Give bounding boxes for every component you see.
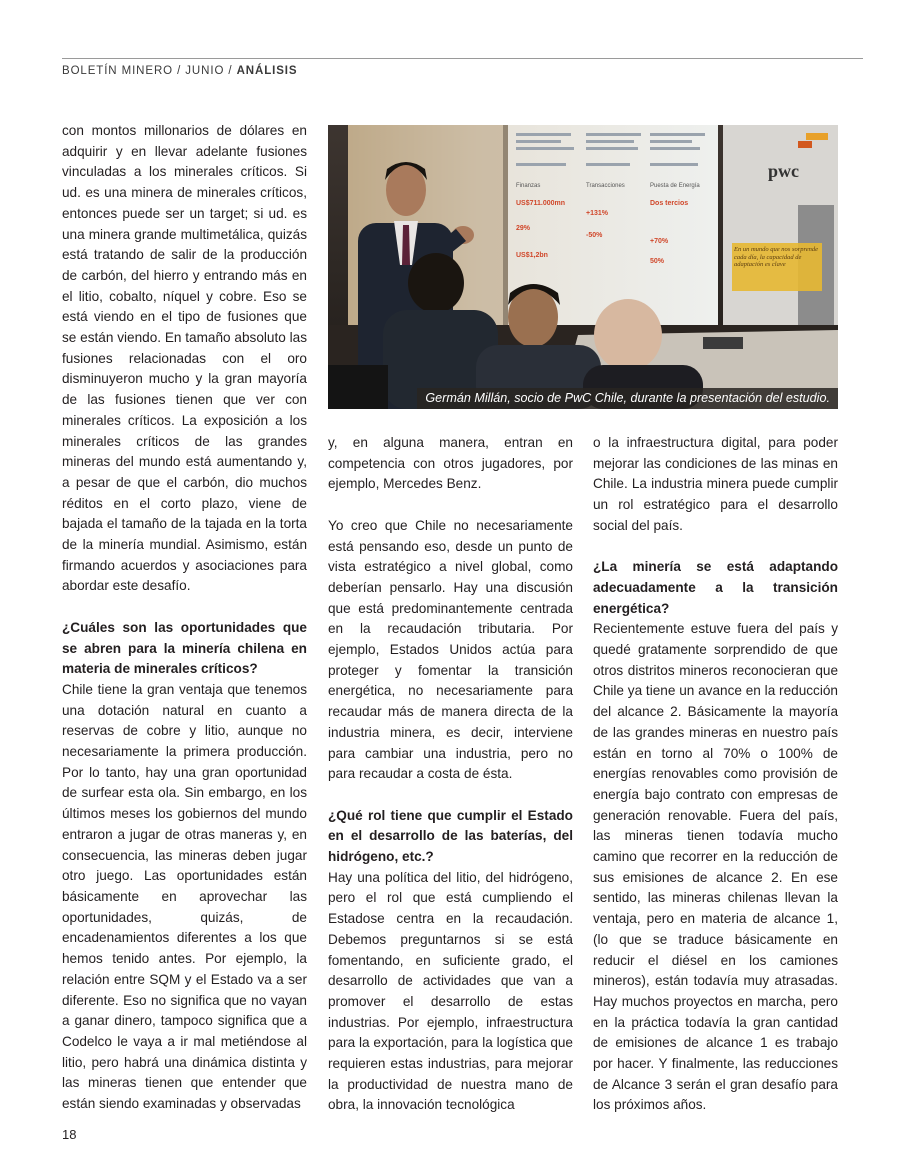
col2-paragraph-3: Hay una política del litio, del hidrógeno, pero el rol que está cumpliendo el Estadose centra en la recaudación. Debemos preguntarnos si se está fomentando, en suficiente grado, el desarrollo de actividades que van a promover el desarrollo de estas industrias. Por ejemplo, infraestructura para la exportación, para la logística que requieren estas industrias, para mejorar la productividad de nuestra mano de obra, la innovación tecnológica	[328, 869, 573, 1113]
slide-number: +70%	[650, 238, 669, 245]
col2-paragraph-1: y, en alguna manera, entran en competencia con otros jugadores, por ejemplo, Mercedes Benz.	[328, 435, 573, 492]
slide-number: US$1,2bn	[516, 252, 548, 259]
col2-question-1: ¿Qué rol tiene que cumplir el Estado en el desarrollo de las baterías, del hidrógeno, etc.?	[328, 807, 573, 865]
breadcrumb-path: BOLETÍN MINERO / JUNIO /	[62, 65, 237, 77]
slide-number: 29%	[516, 225, 531, 232]
pwc-logo-mark	[798, 141, 812, 148]
column-2	[328, 433, 573, 1116]
slide-number: 50%	[650, 258, 665, 265]
slide-number: +131%	[586, 210, 608, 217]
slide-number: US$711.000mn	[516, 200, 566, 207]
col3-question-1: ¿La minería se está adaptando adecuadamente a la transición energética?	[593, 559, 838, 616]
pwc-logo-text: pwc	[768, 161, 799, 181]
screen-divider	[503, 125, 508, 325]
column-1	[62, 121, 307, 1115]
photo-caption: Germán Millán, socio de PwC Chile, durante la presentación del estudio.	[417, 388, 838, 409]
slide-number: -50%	[586, 232, 603, 239]
presentation-photo	[328, 125, 838, 409]
col1-paragraph-1: con montos millonarios de dólares en adquirir y en llevar adelante fusiones vinculadas a los minerales críticos. Si ud. es una minera de minerales críticos, entonces puede ser un target; si ud. es una minera grande multimetálica, quizás está tratando de salir de la producción de carbón, del hierro y entrando más en el litio, cobalto, níquel y cobre. Eso se está viendo en el tipo de fusiones que se están viendo. En tamaño absoluto las fusiones relacionadas con el oro disminuyeron mucho y la gran mayoría de las fusiones tienen que ver con minerales críticos. La exposición a los minerales críticos de las grandes mineras del mundo está aumentando y, a pesar de que el carbón, dio muchos réditos en el corto plazo, viene de bajada el tamaño de la tajada en la torta de la minería mundial. Asimismo, están firmando acuerdos y asociaciones para abordar este desafío.	[62, 123, 307, 594]
slide-label-finanzas: Finanzas	[516, 183, 541, 189]
banner-slogan-text: En un mundo que nos sorprende cada día, la capacidad de adaptación es clave	[734, 246, 819, 268]
col2-paragraph-2: Yo creo que Chile no necesariamente está pensando eso, desde un punto de vista estratégico a nivel global, como deberían pensarlo. Hay una discusión que está predominantemente centrada en la recaudación tributaria. Por ejemplo, Estados Unidos actúa para proteger y fomentar la transición energética, no necesariamente para recaudar más de manera directa de la industria minera, es decir, interviene para cambiar una industria, pero no para recaudar a costa de ésta.	[328, 517, 573, 782]
slide-label-transacciones: Transacciones	[586, 183, 625, 189]
page-number: 18	[62, 1127, 77, 1142]
pwc-logo-mark	[806, 133, 828, 140]
photo-illustration	[328, 125, 838, 409]
header-rule	[62, 58, 863, 59]
breadcrumb	[62, 65, 297, 77]
col1-paragraph-2: Chile tiene la gran ventaja que tenemos una dotación natural en cuanto a reservas de cobre y litio, aunque no necesariamente la primera producción. Por lo tanto, hay una gran oportunidad de surfear esta ola. Sin embargo, en los últimos meses los gobiernos del mundo entraron a jugar de otras maneras y, en consecuencia, las mineras deben jugar otro juego. Las oportunidades están básicamente en aprovechar las oportunidades, quizás, de encadenamientos diferentes a los que hemos tenido antes. Por ejemplo, la relación entre SQM y el Estado va a ser diferente. Eso no significa que no vayan a ganar dinero, tampoco significa que a Codelco le vaya a ir mal metiéndose al litio, pero habrá una dinámica distinta y las mineras tienen que entender que están siendo examinadas y observadas	[62, 681, 307, 1112]
breadcrumb-section: ANÁLISIS	[236, 65, 298, 77]
slide-number: Dos tercios	[650, 200, 689, 207]
laptop	[703, 337, 743, 349]
col3-paragraph-1: o la infraestructura digital, para poder mejorar las condiciones de las minas en Chile. La industria minera puede cumplir un rol estratégico para el desarrollo social del país.	[593, 435, 838, 533]
banner-slogan	[734, 246, 820, 290]
col1-question-1: ¿Cuáles son las oportunidades que se abren para la minería chilena en materia de minerales críticos?	[62, 619, 307, 677]
slide-label-energia: Puesta de Energía	[650, 183, 700, 189]
column-3	[593, 433, 838, 1116]
col3-paragraph-2: Recientemente estuve fuera del país y quedé gratamente sorprendido de que otros distritos mineros reconocieran que Chile ya tiene un avance en la reducción del alcance 2. Básicamente la mayoría de las grandes mineras en nuestro país están en torno al 70% o 100% de energías renovables como provisión de energía bajo contrato con empresas de generación renovable. Fuera del país, las mineras tienen todavía mucho camino que recorrer en la reducción de sus emisiones de alcance 2. En ese sentido, las mineras chilenas llevan la ventaja, pero en materia de alcance 1, (lo que se traduce básicamente en reducir el diésel en los camiones mineros), están todavía muy atrasadas. Hay muchos proyectos en marcha, pero en la práctica todavía la gran cantidad de emisiones de alcance 1 es trabajo por hacer. Y finalmente, las reducciones de Alcance 3 serán el gran desafío para los próximos años.	[593, 621, 838, 1113]
